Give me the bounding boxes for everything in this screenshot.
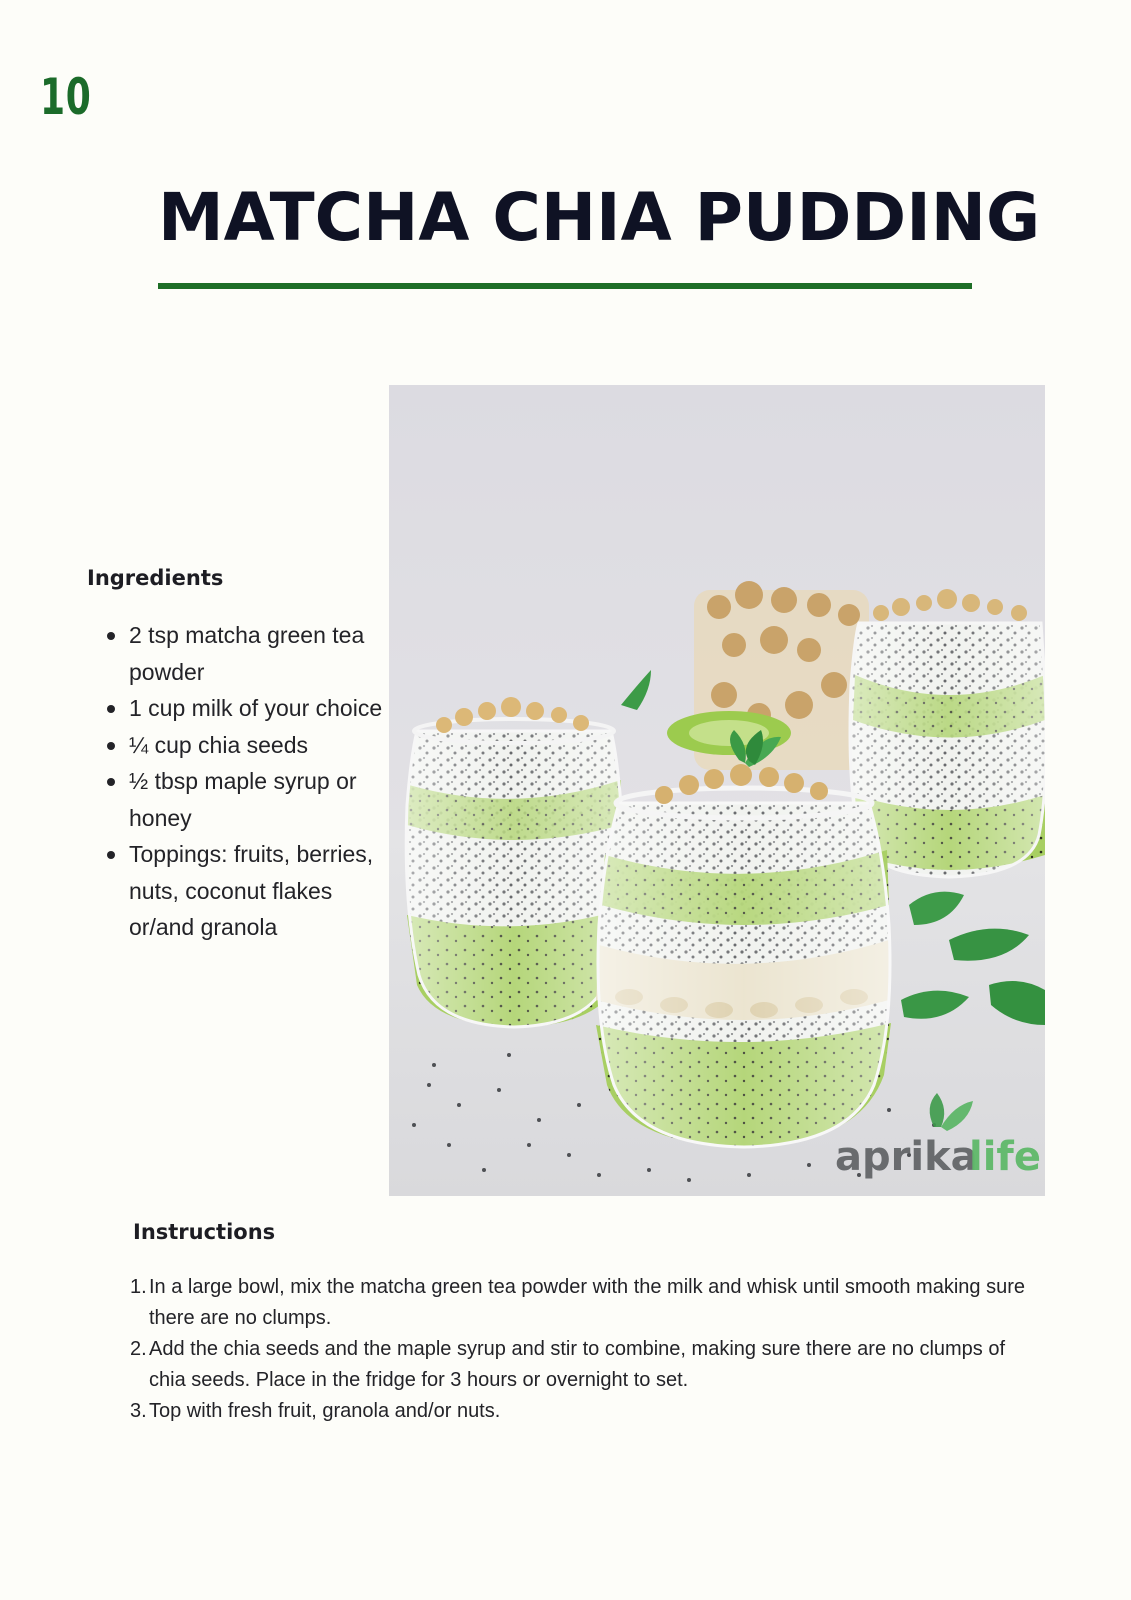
instructions-list: [130, 1272, 1040, 1427]
title-divider: [158, 283, 972, 289]
page-number: 10: [40, 68, 92, 126]
ingredients-heading: Ingredients: [87, 566, 224, 590]
ingredients-list: [87, 617, 389, 946]
ingredient-item: ½ tbsp maple syrup or honey: [129, 763, 389, 836]
ingredient-item: Toppings: fruits, berries, nuts, coconut flakes or/and granola: [129, 836, 389, 946]
instruction-step: [130, 1396, 1040, 1427]
step-text: In a large bowl, mix the matcha green tea powder with the milk and whisk until smooth making sure there are no clumps.: [149, 1276, 1025, 1329]
ingredient-item: 2 tsp matcha green tea powder: [129, 617, 389, 690]
instruction-step: [130, 1272, 1040, 1334]
ingredient-item: 1 cup milk of your choice: [129, 690, 389, 727]
step-number: 3.: [130, 1400, 147, 1422]
recipe-photo: [389, 385, 1045, 1196]
matcha-chia-pudding-image: [389, 385, 1045, 1196]
step-text: Top with fresh fruit, granola and/or nuts.: [149, 1400, 501, 1422]
page-title: MATCHA CHIA PUDDING: [158, 179, 1041, 256]
svg-text:life: life: [969, 1134, 1041, 1180]
step-text: Add the chia seeds and the maple syrup and stir to combine, making sure there are no clumps of chia seeds. Place in the fridge for 3 hours or overnight to set.: [149, 1338, 1006, 1391]
instruction-step: [130, 1334, 1040, 1396]
ingredient-item: ¼ cup chia seeds: [129, 727, 389, 764]
svg-text:aprika: aprika: [835, 1134, 978, 1180]
step-number: 2.: [130, 1338, 147, 1360]
instructions-heading: Instructions: [133, 1220, 276, 1244]
step-number: 1.: [130, 1276, 147, 1298]
